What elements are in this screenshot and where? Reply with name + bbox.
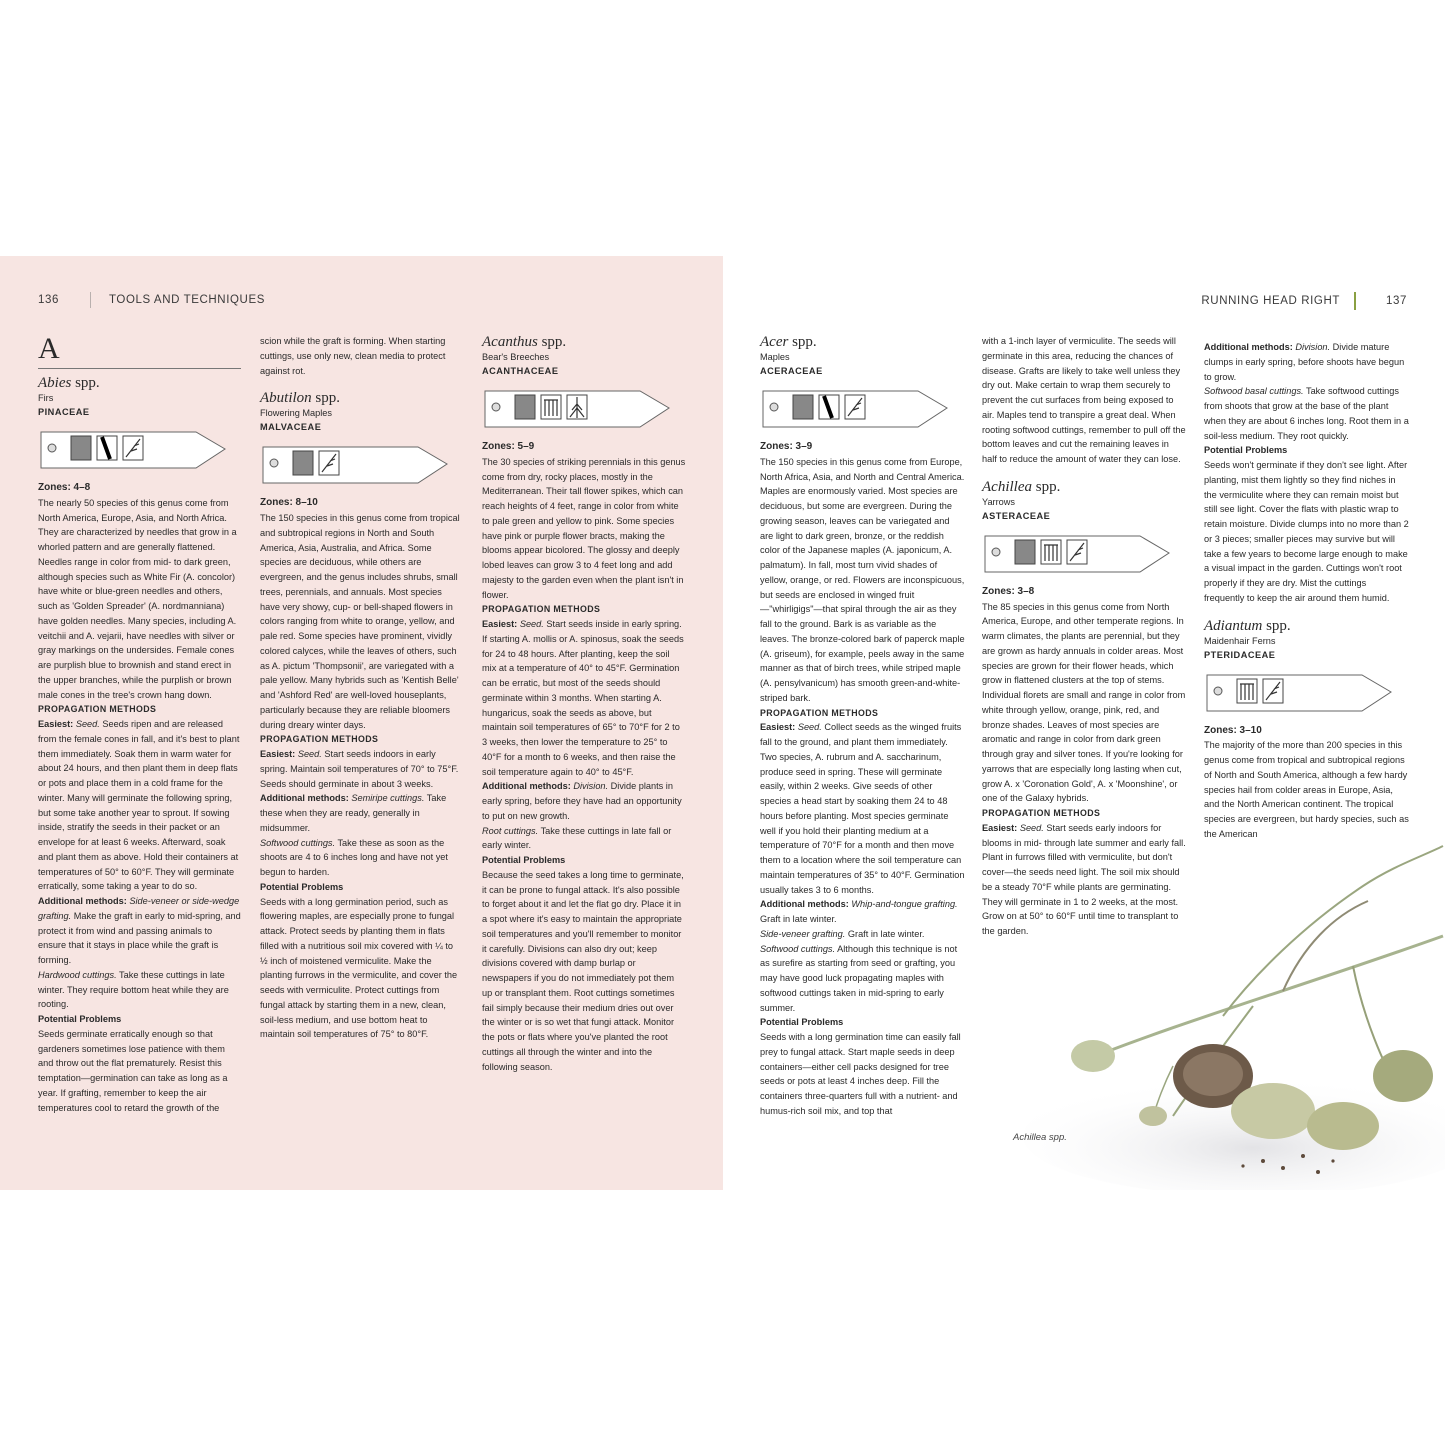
family-name: ASTERACEAE <box>982 510 1051 521</box>
zones-abies: Zones: 4–8 <box>38 482 91 493</box>
plant-tag-icon <box>982 531 1172 575</box>
easiest-achillea: Easiest: Seed. Start seeds early indoors for blooms in mid- through late summer and early fall. Plant in furrows filled with vermiculite, but don't cover—the seeds need light. The soil mix should be a steady 70°F while plants are germinating. They will germinate in 1 to 2 weeks, at the most. Grow on at 50° to 60°F until time to transplant to the garden. <box>982 822 1186 936</box>
cutting-icon <box>1263 679 1283 703</box>
family-name: PINACEAE <box>38 407 90 417</box>
root-acanthus: Root cuttings. Take these cuttings in late fall or early winter. <box>482 825 672 851</box>
problems-abies: Seeds germinate erratically enough so that gardeners sometimes lose patience with them and throw out the flat prematurely. Resist this temptation—germination can take as long as a year. If grafting, remember to keep the air temperatures cool to retard the growth of the <box>38 1028 228 1113</box>
cutting-icon <box>123 436 143 460</box>
entry-title-abies: Abies spp. <box>38 375 100 391</box>
common-name: Yarrows <box>982 496 1016 507</box>
easiest-abies: Easiest: Seed. Seeds ripen and are released from the female cones in fall, and it's best to plant them immediately. Soak them in warm water for about 24 hours, and then plant them in deep flats or pots and place them in a cold frame for the winter. Many will germinate the following spring, but some take another year to sprout. If sowing inside, stratify the seeds in their packet or an envelope for at least 6 weeks. Afterward, soak and plant them as above. Hold their containers at temperatures of 50° to 60°F. They will germinate erratically, some taking a year to do so. <box>38 719 240 892</box>
plant-tag-icon <box>482 386 672 430</box>
intro-abies: The nearly 50 species of this genus come from North America, Europe, Asia, and North Africa. They are characterized by needles that grow in a whorled pattern and are generally flattened. Needles range in color from mid- to dark green, although species such as White Fir (A. concolor) have white or blue-green needles and others, such as 'Golden Spreader' (A. nordmanniana) have golden needles. Many species, including A. veitchii and A. vejarii, have needles with silver or gray markings on the undersides. Female cones are purplish blue to brownish and stand erect in the upper branches, while the purplish or brown male cones in the tree's crown hang down. <box>38 497 237 700</box>
problems-heading: Potential Problems <box>482 855 566 865</box>
seed-pack-icon <box>1015 540 1035 564</box>
left-page <box>0 256 723 1190</box>
zones-achillea: Zones: 3–8 <box>982 585 1035 597</box>
sideveneer-acer: Side-veneer grafting. Graft in late winter. <box>760 928 925 939</box>
abies-continued: scion while the graft is forming. When starting cuttings, use only new, clean media to protect against rot. <box>260 336 446 376</box>
left-folio <box>38 292 265 308</box>
division-fork-icon <box>1237 679 1257 703</box>
column-1 <box>38 334 241 1115</box>
additional-abies: Additional methods: Side-veneer or side-wedge grafting. Make the graft in early to mid-spring, and protect it from wind and passing animals to ensure that it stays in place while the graft is forming. <box>38 896 241 965</box>
common-name: Maples <box>760 352 790 362</box>
division-fork-icon <box>541 395 561 419</box>
root-cutting-icon <box>567 395 587 419</box>
section-letter: A <box>38 334 241 369</box>
intro-abutilon: The 150 species in this genus come from tropical and subtropical regions in North and South America, Asia, Australia, and Africa. Some species are deciduous, while others are evergreen, and the genus includes shrubs, small trees, perennials, and annuals. Most species have very showy, cup- or bell-shaped flowers in colors ranging from white to orange, yellow, and pale red. Some species have prominent, vividly colored calyces, while the leaves of others, such as A. pictum 'Thompsonii', are variegated with a pale yellow. Many hybrids such as 'Kentish Belle' and 'Ashford Red' are well-loved houseplants, particularly because they are reliable bloomers during dreary winter days. <box>260 513 460 730</box>
common-name: Firs <box>38 393 54 403</box>
family-name: ACANTHACEAE <box>482 366 559 376</box>
problems-abutilon: Seeds with a long germination period, such as flowering maples, are especially prone to fungal attack. Protect seeds by planting them in flats filled with a nutritious soil mix covered with ¼ to ½ inch of moistened vermiculite. Make the planting furrows in the vermiculite, and cover the seeds with vermiculite. Protect cuttings from fungal attack by starting them in a new, clean, soil-less medium, and use bottom heat to maintain soil temperatures of 75° to 80°F. <box>260 896 458 1040</box>
acer-continued: with a 1-inch layer of vermiculite. The seeds will germinate in this area, reducing the chances of disease. Grafts are likely to take well unless they dry out. Make certain to wrap them securely to prevent the cut surfaces from being exposed to air. Maples tend to transpire a great deal. When rooting softwood cuttings, remember to pull off the bottom leaves and cut the remaining leaves in half to reduce the amount of water they can lose. <box>982 336 1186 464</box>
entry-title-achillea: Achillea spp. <box>982 478 1061 495</box>
grafting-icon <box>97 436 117 460</box>
additional-acer: Additional methods: Whip-and-tongue grafting. Graft in late winter. <box>760 899 958 924</box>
photo-caption: Achillea spp. <box>1013 1132 1067 1143</box>
hardwood-abies: Hardwood cuttings. Take these cuttings in late winter. They require bottom heat while they are rooting. <box>38 969 229 1010</box>
cutting-icon <box>845 395 865 419</box>
prop-heading: PROPAGATION METHODS <box>38 704 157 715</box>
right-folio <box>1201 292 1407 310</box>
intro-acer: The 150 species in this genus come from Europe, North Africa, Asia, and North and Central America. Maples are enormously varied. Most species are deciduous, but some are evergreen. During the growing season, leaves can be variegated and are light to dark green, bronze, or the reddish color of the Japanese maples (A. japonicum, A. palmatum). In fall, most turn vivid shades of yellow, orange, or red. Flowers are inconspicuous, but seeds are enclosed in winged fruit—"whirligigs"—that spiral through the air as they fall to the ground. Bark is as variable as the leaves. The bronze-colored bark of paperck maple (A. griseum), for example, peels away in the same manner as that of birch trees, while striped maple (A. pensylvanicum) has smooth green-and-white-striped bark. <box>760 456 965 703</box>
column-3 <box>482 334 686 1074</box>
cutting-icon <box>1067 540 1087 564</box>
zones-adiantum: Zones: 3–10 <box>1204 724 1262 736</box>
problems-heading: Potential Problems <box>760 1017 844 1028</box>
entry-title-abutilon: Abutilon spp. <box>260 390 341 407</box>
easiest-acanthus: Easiest: Seed. Start seeds inside in early spring. If starting A. mollis or A. spinosus, soak the seeds for 24 to 48 hours. After planting, keep the soil mix at a temperature of 40° to 45°F. Germination can be erratic, but most of the seeds should germinate within 3 months. When starting A. hungaricus, soak the seeds as above, but maintain soil temperatures of 65° to 70°F for 2 to 3 weeks, then lower the temperature to 25° to 40°F for a month to 6 weeks, and then raise the soil temperature again to 40° to 45°F. <box>482 619 684 777</box>
intro-acanthus: The 30 species of striking perennials in this genus come from dry, rocky places, mostly in the Mediterranean. Their tall flower spikes, which can reach heights of 4 feet, range in color from white to pale green and yellow to pink. Some species have pink or purple flower bracts, making the blooms appear bicolored. The glossy and deeply lobed leaves can grow 3 to 4 feet long and add majesty to the garden even when the plant isn't in flower. <box>482 456 686 600</box>
grafting-icon <box>819 395 839 419</box>
page-number-left: 136 <box>38 294 59 307</box>
seed-pack-icon <box>515 395 535 419</box>
cutting-icon <box>319 451 339 475</box>
column-2 <box>260 334 460 1042</box>
running-head-left: TOOLS AND TECHNIQUES <box>109 294 265 307</box>
entry-title-adiantum: Adiantum spp. <box>1204 617 1291 634</box>
problems-heading: Potential Problems <box>260 881 344 892</box>
additional-acanthus: Additional methods: Division. Divide plants in early spring, before they have had an opportunity to put on new growth. <box>482 781 682 821</box>
intro-achillea: The 85 species in this genus come from North America, Europe, and other temperate regions. In warm climates, the plants are perennial, but they are grown as hardy annuals in colder areas. Most species are grown for their flower heads, which grow in flattened clusters at the top of stems. Individual florets are small and range in color from white through yellow, orange, pink, red, and bronze shades. Leaves of most species are aromatic and range in color from dark green through gray and silver tones. If you're looking for yarrows that are especially long lasting when cut, grow A. x 'Coronation Gold', A. x 'Moonshine', or one of the Galaxy hybrids. <box>982 601 1186 804</box>
problems-achillea: Seeds won't germinate if they don't see light. After planting, mist them lightly so they find niches in the vermiculite where they can remain moist but still see light. Cover the flats with plastic wrap to retain moisture. Divide clumps into no more than 2 or 3 pieces; smaller pieces may survive but will take a few years to become large enough to make a visual impact in the garden. Cuttings won't root properly if they are dry. Mist the cuttings frequently to keep the air around them humid. <box>1204 460 1409 603</box>
zones-acanthus: Zones: 5–9 <box>482 441 535 452</box>
problems-acer: Seeds with a long germination time can easily fall prey to fungal attack. Start maple seeds in deep containers—either cell packs designed for tree seeds or pots at least 4 inches deep. Fill the containers three-quarters full with a nutrient- and humus-rich soil mix, and top that <box>760 1032 961 1116</box>
common-name: Maidenhair Ferns <box>1204 635 1276 646</box>
problems-acanthus: Because the seed takes a long time to germinate, it can be prone to fungal attack. It's also possible to forget about it and let the flat go dry. Place it in a spot where it's easy to maintain the appropriate soil temperatures and you'll remember to monitor it carefully. Divisions can also dry out; keep divisions covered with damp burlap or newspapers if you do not immediately pot them up or transplant them. Root cuttings sometimes fail simply because their medium dries out over the winter or is so wet that fungi attack. Monitor the pots or flats where you've planted the root cuttings all through the winter and into the following season. <box>482 869 684 1072</box>
additional-achillea: Additional methods: Division. Divide mature clumps in early spring, before shoots have begun to grow. <box>1204 342 1405 382</box>
right-page <box>723 256 1445 1190</box>
zones-acer: Zones: 3–9 <box>760 441 813 452</box>
page-number-right: 137 <box>1386 295 1407 308</box>
softwood-acer: Softwood cuttings. Although this technique is not as surefire as starting from seed or grafting, you may have good luck propagating maples with softwood cuttings taken in mid-spring to early summer. <box>760 943 958 1013</box>
prop-heading: PROPAGATION METHODS <box>760 707 879 718</box>
intro-adiantum: The majority of the more than 200 species in this genus come from tropical and subtropical regions of North and South America, although a few hardy species hail from colder areas in Europe, Asia, and the North American continent. The tropical species are evergreen, but hardy species, such as the American <box>1204 740 1409 839</box>
family-name: MALVACEAE <box>260 422 322 433</box>
column-6 <box>1204 340 1409 842</box>
easiest-acer: Easiest: Seed. Collect seeds as the winged fruits fall to the ground, and plant them immediately. Two species, A. rubrum and A. saccharinum, produce seed in spring. These will germinate easily, within 2 weeks. Give seeds of other species a head start by soaking them 24 to 48 hours before planting. Most species germinate well if you hold their planting medium at a temperature of 70°F for a month and then move them to a location where the soil temperature can maintain temperatures of 35° to 40°F. Germination usually takes 3 to 6 months. <box>760 722 965 895</box>
softwood-abutilon: Softwood cuttings. Take these as soon as the shoots are 4 to 6 inches long and have not yet begun to harden. <box>260 837 448 877</box>
family-name: PTERIDACEAE <box>1204 649 1276 660</box>
prop-heading: PROPAGATION METHODS <box>260 734 379 745</box>
plant-tag-icon <box>38 427 228 471</box>
column-4 <box>760 334 965 1119</box>
entry-title-acanthus: Acanthus spp. <box>482 334 567 350</box>
problems-heading: Potential Problems <box>38 1014 122 1024</box>
seed-pack-icon <box>71 436 91 460</box>
easiest-abutilon: Easiest: Seed. Start seeds indoors in early spring. Maintain soil temperatures of 70° to 75°F. Seeds should germinate in about 3 weeks. <box>260 749 459 789</box>
problems-heading: Potential Problems <box>1204 445 1288 456</box>
entry-title-acer: Acer spp. <box>760 334 817 350</box>
plant-tag-icon <box>760 386 950 430</box>
plant-tag-icon <box>1204 670 1394 714</box>
zones-abutilon: Zones: 8–10 <box>260 497 318 509</box>
common-name: Flowering Maples <box>260 408 332 419</box>
running-head-right: RUNNING HEAD RIGHT <box>1201 295 1340 308</box>
family-name: ACERACEAE <box>760 366 823 376</box>
common-name: Bear's Breeches <box>482 352 550 362</box>
softwood-achillea: Softwood basal cuttings. Take softwood cuttings from shoots that grow at the base of the plant when they are about 6 inches long. Root them in a soil-less medium. They root quickly. <box>1204 386 1409 441</box>
column-5 <box>982 334 1186 939</box>
seed-pack-icon <box>793 395 813 419</box>
prop-heading: PROPAGATION METHODS <box>482 604 601 615</box>
folio-divider <box>90 292 91 308</box>
division-fork-icon <box>1041 540 1061 564</box>
additional-abutilon: Additional methods: Semiripe cuttings. Take these when they are ready, generally in midsummer. <box>260 793 447 833</box>
folio-divider <box>1354 292 1356 310</box>
seed-pack-icon <box>293 451 313 475</box>
plant-tag-icon <box>260 442 450 486</box>
prop-heading: PROPAGATION METHODS <box>982 808 1101 818</box>
